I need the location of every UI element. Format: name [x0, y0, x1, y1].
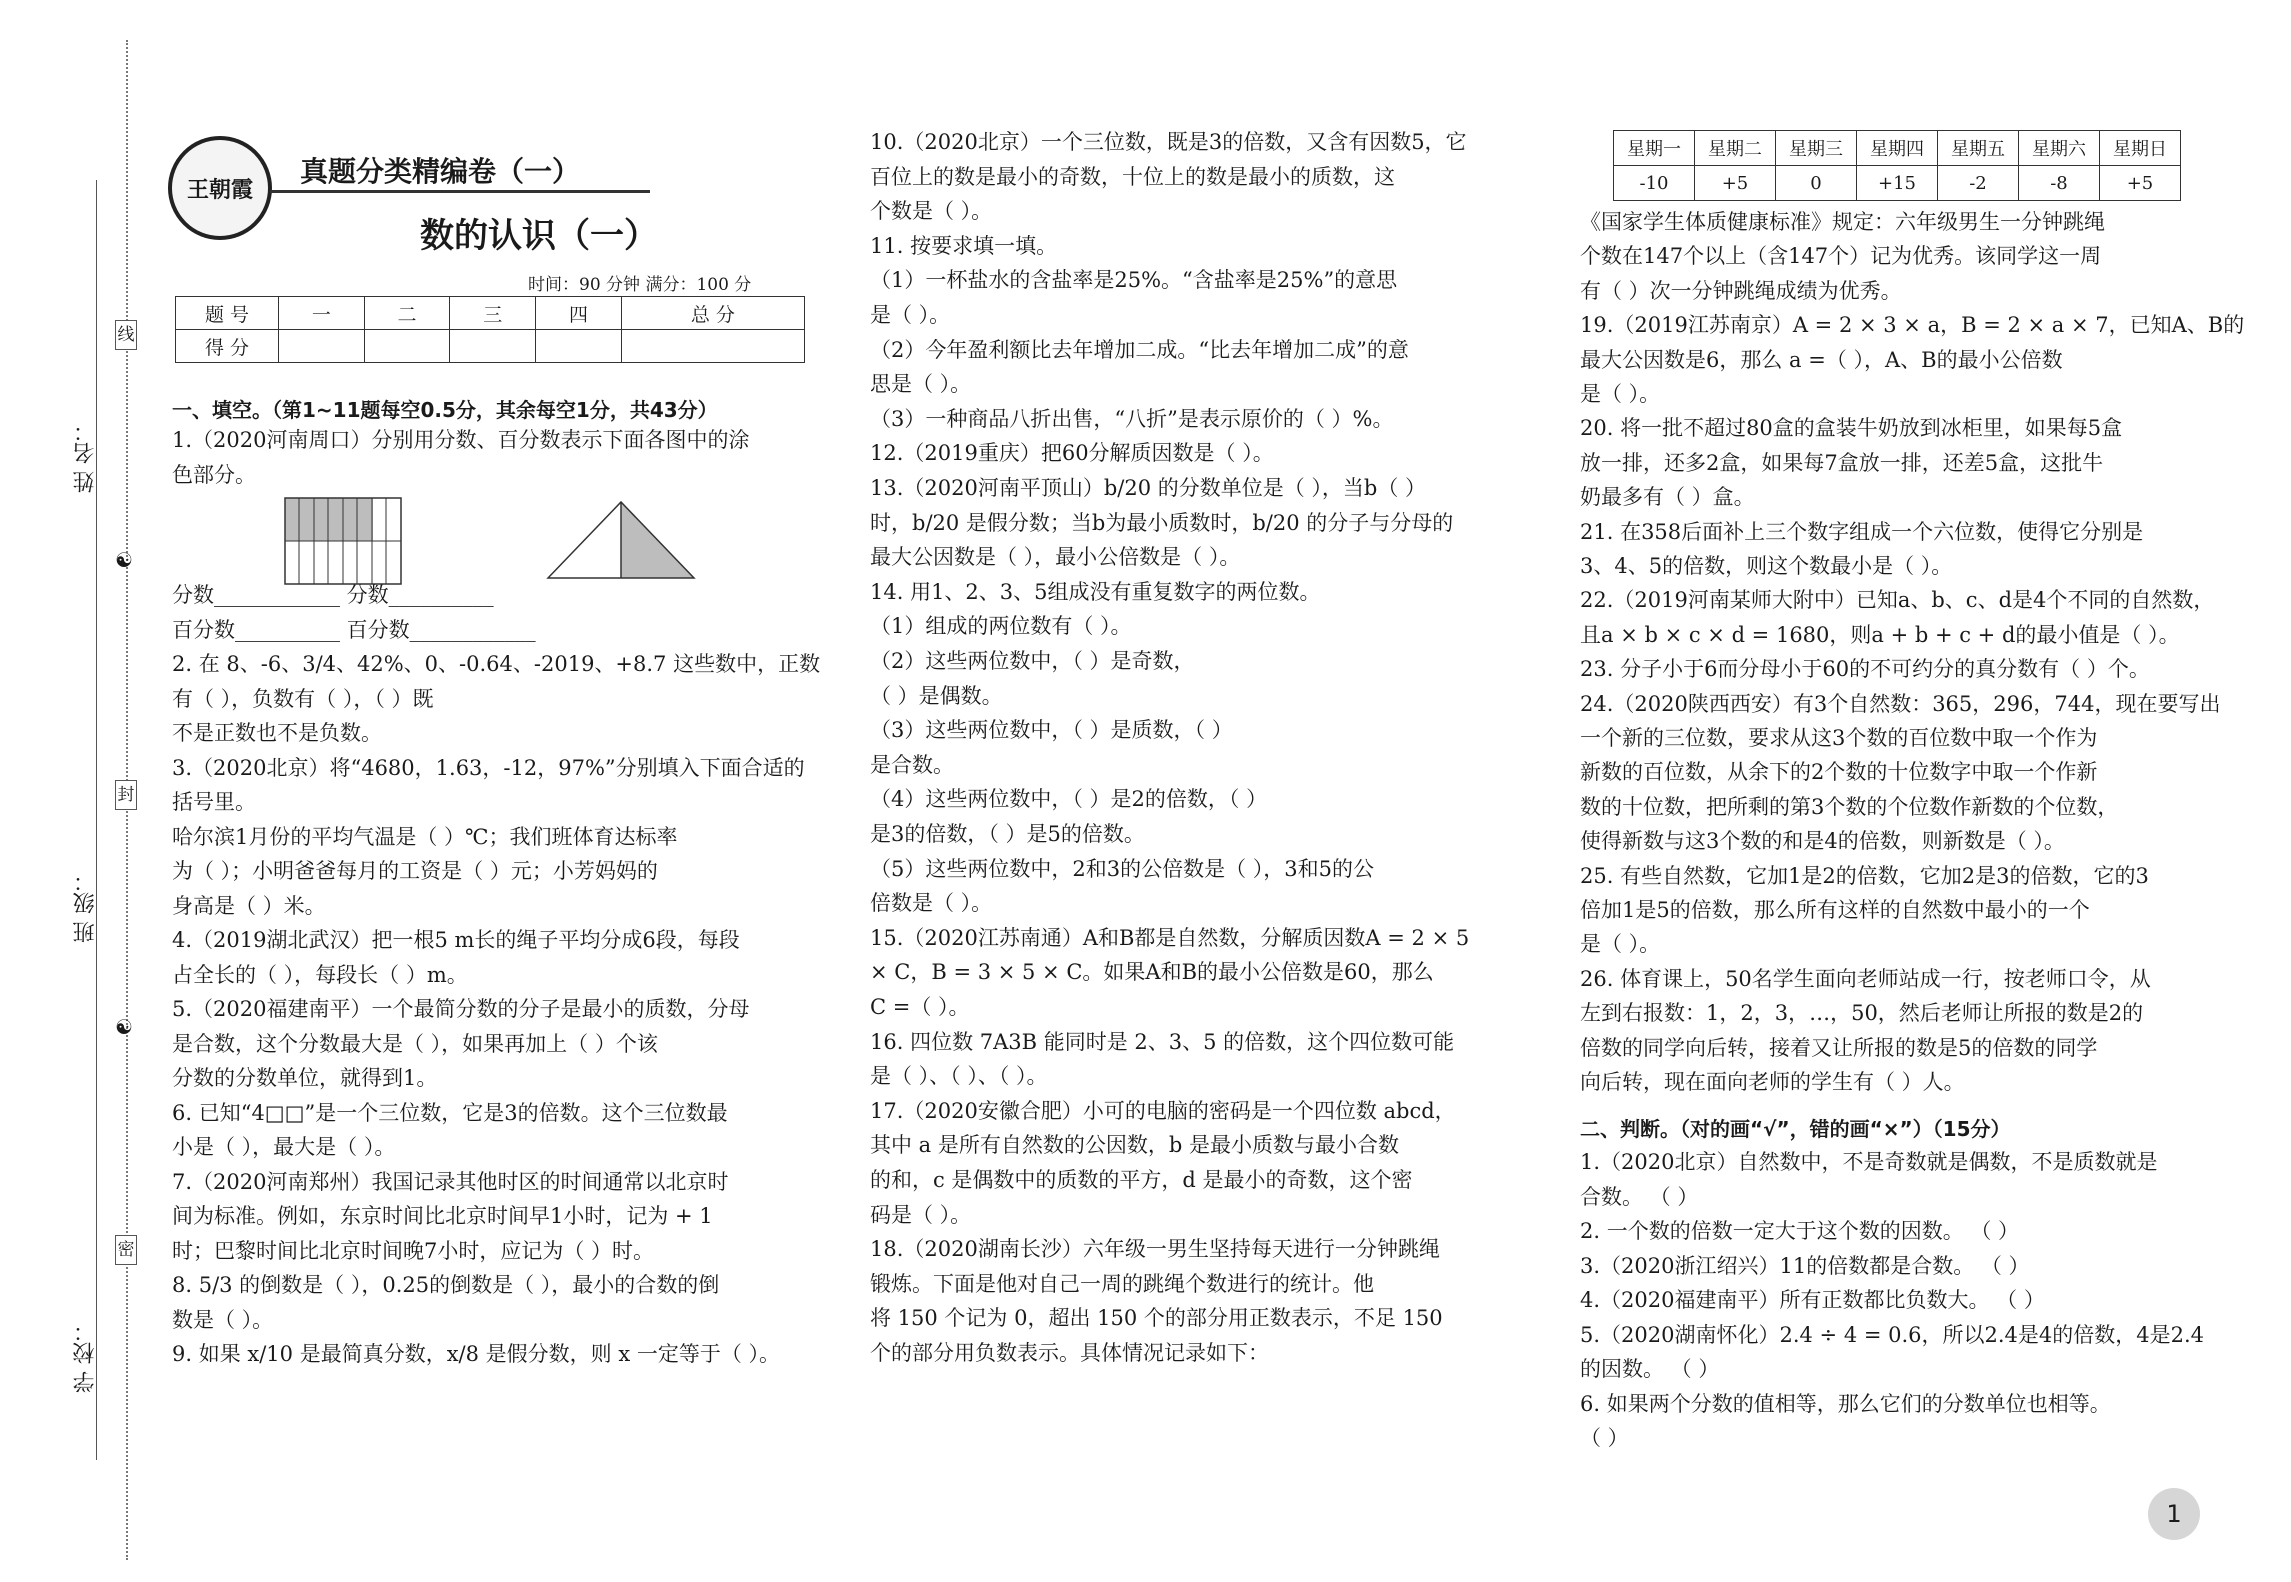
question-line: 12.（2019重庆）把60分解质因数是（ ）。 [870, 441, 1274, 466]
score-header: 总 分 [621, 297, 804, 330]
page-number-badge [2148, 1488, 2200, 1540]
question-line: 6. 已知“4□□”是一个三位数，它是3的倍数。这个三位数最 [172, 1100, 728, 1125]
question-line: 4.（2019湖北武汉）把一根5 m长的绳子平均分成6段，每段 [172, 928, 740, 952]
question-line: 3、4、5的倍数，则这个数最小是（ ）。 [1580, 554, 1953, 578]
judge-line: 4.（2020福建南平）所有正数都比负数大。 （ ） [1580, 1288, 2045, 1312]
question-line: 7.（2020河南郑州）我国记录其他时区的时间通常以北京时 [172, 1169, 729, 1194]
question-line: 放一排，还多2盒，如果每7盒放一排，还差5盒，这批牛 [1580, 450, 2104, 475]
score-cell[interactable] [536, 330, 622, 363]
weekday-value: +5 [2100, 166, 2181, 201]
weekday-header: 星期二 [1695, 131, 1776, 166]
weekday-value: -10 [1614, 166, 1695, 201]
score-header: 一 [279, 297, 365, 330]
score-header: 二 [364, 297, 450, 330]
judge-line: 6. 如果两个分数的值相等，那么它们的分数单位也相等。 [1580, 1391, 2111, 1416]
page-title: 数的认识（一） [420, 216, 658, 256]
question-line: 是（ ）。 [1580, 932, 1661, 957]
question-line: 24.（2020陕西西安）有3个自然数：365，296，744，现在要写出 [1580, 691, 2221, 716]
weekday-value: 0 [1776, 166, 1857, 201]
question-line: 码是（ ）。 [870, 1202, 972, 1227]
class-label: 班 级： [73, 870, 98, 943]
binding-ornament-icon: ☯ [115, 1015, 133, 1039]
question-line: 19.（2019江苏南京）A = 2 × 3 × a，B = 2 × a × 7，已知A、B的 [1580, 313, 2245, 338]
question-line: 8. 5/3 的倒数是（ ），0.25的倒数是（ ），最小的合数的倒 [172, 1273, 720, 1297]
question-line: 色部分。 [172, 462, 256, 487]
time-info: 时间：90 分钟 满分：100 分 [528, 275, 752, 295]
question-line: 锻炼。下面是他对自己一周的跳绳个数进行的统计。他 [870, 1271, 1374, 1296]
question-line: 11. 按要求填一填。 [870, 233, 1058, 258]
section1-heading: 一、填空。（第1~11题每空0.5分，其余每空1分，共43分） [172, 398, 718, 422]
question-line: 25. 有些自然数，它加1是2的倍数，它加2是3的倍数，它的3 [1580, 863, 2149, 888]
question-line: 数的十位数，把所剩的第3个数的个位数作新数的个位数， [1580, 794, 2119, 819]
question-line: 小是（ ），最大是（ ）。 [172, 1135, 396, 1159]
question-line: （2）今年盈利额比去年增加二成。“比去年增加二成”的意 [870, 337, 1409, 362]
weekday-header: 星期三 [1776, 131, 1857, 166]
question-line: 其中 a 是所有自然数的公因数，b 是最小质数与最小合数 [870, 1133, 1399, 1158]
question-line: 是（ ）。 [1580, 382, 1661, 406]
section2-heading: 二、判断。（对的画“√”，错的画“×”）（15分） [1580, 1117, 2011, 1141]
question-line: 倍加1是5的倍数，那么所有这样的自然数中最小的一个 [1580, 898, 2090, 922]
question-line: 26. 体育课上，50名学生面向老师站成一行，按老师口令，从 [1580, 966, 2151, 991]
logo-text: 王朝霞 [186, 176, 253, 203]
seal-seal-label: 封 [115, 780, 137, 810]
judge-line: 3.（2020浙江绍兴）11的倍数都是合数。 （ ） [1580, 1253, 2030, 1278]
question-line: 1.（2020河南周口）分别用分数、百分数表示下面各图中的涂 [172, 428, 750, 452]
question-line: （5）这些两位数中，2和3的公倍数是（ ），3和5的公 [870, 856, 1374, 881]
question-line: 分数____________ 分数__________ [172, 583, 494, 607]
question-line: 10.（2020北京）一个三位数，既是3的倍数，又含有因数5，它 [870, 130, 1467, 154]
weekday-value: -2 [1938, 166, 2019, 201]
score-header: 三 [450, 297, 536, 330]
question-line: 3.（2020北京）将“4680，1.63，-12，97%”分别填入下面合适的 [172, 755, 805, 780]
name-label: 姓 名： [73, 420, 98, 493]
judge-line: 的因数。 （ ） [1580, 1357, 1720, 1381]
question-line: 23. 分子小于6而分母小于60的不可约分的真分数有（ ）个。 [1580, 657, 2150, 682]
question-line: 的和，c 是偶数中的质数的平方，d 是最小的奇数，这个密 [870, 1168, 1413, 1192]
judge-line: （ ） [1580, 1426, 1629, 1450]
question-line: 有（ ），负数有（ ），（ ）既 [172, 686, 434, 711]
question-line: 是合数，这个分数最大是（ ），如果再加上（ ）个该 [172, 1031, 658, 1056]
question-line: 个的部分用负数表示。具体情况记录如下： [870, 1341, 1269, 1365]
q1-triangle-figure [546, 500, 696, 580]
question-line: 时；巴黎时间比北京时间晚7小时，应记为（ ）时。 [172, 1238, 655, 1263]
question-line: 18.（2020湖南长沙）六年级一男生坚持每天进行一分钟跳绳 [870, 1237, 1440, 1262]
question-line: 括号里。 [172, 790, 256, 814]
weekday-value: -8 [2019, 166, 2100, 201]
question-line: 将 150 个记为 0，超出 150 个的部分用正数表示，不足 150 [870, 1306, 1443, 1331]
question-line: （1）一杯盐水的含盐率是25%。“含盐率是25%”的意思 [870, 268, 1398, 293]
weekday-header: 星期日 [2100, 131, 2181, 166]
score-cell[interactable] [450, 330, 536, 363]
question-line: （4）这些两位数中，（ ）是2的倍数，（ ） [870, 787, 1268, 812]
school-label: 学 校： [73, 1320, 98, 1393]
page-number: 1 [2166, 1500, 2182, 1528]
judge-line: 5.（2020湖南怀化）2.4 ÷ 4 = 0.6，所以2.4是4的倍数，4是2.4 [1580, 1322, 2205, 1347]
question-line: 个数在147个以上（含147个）记为优秀。该同学这一周 [1580, 244, 2102, 269]
question-line: 个数是（ ）。 [870, 199, 993, 224]
question-line: （1）组成的两位数有（ ）。 [870, 614, 1132, 639]
question-line: 奶最多有（ ）盒。 [1580, 485, 1755, 510]
score-cell[interactable] [621, 330, 804, 363]
weekday-header: 星期六 [2019, 131, 2100, 166]
question-line: 占全长的（ ），每段长（ ）m。 [172, 962, 468, 987]
score-table [175, 296, 805, 363]
question-line: 新数的百位数，从余下的2个数的十位数字中取一个作新 [1580, 760, 2098, 785]
weekday-header: 星期五 [1938, 131, 2019, 166]
question-line: 使得新数与这3个数的和是4的倍数，则新数是（ ）。 [1580, 829, 2065, 854]
logo-seal [168, 136, 272, 240]
question-line: （3）一种商品八折出售，“八折”是表示原价的（ ）%。 [870, 406, 1394, 431]
question-line: 左到右报数：1，2，3，…，50，然后老师让所报的数是2的 [1580, 1001, 2144, 1026]
question-line: 15.（2020江苏南通）A和B都是自然数，分解质因数A = 2 × 5 [870, 925, 1470, 950]
question-line: 最大公因数是（ ），最小公倍数是（ ）。 [870, 545, 1241, 570]
question-line: 17.（2020安徽合肥）小可的电脑的密码是一个四位数 abcd， [870, 1098, 1456, 1123]
question-line: C =（ ）。 [870, 995, 970, 1019]
score-header: 四 [536, 297, 622, 330]
seal-mi-label: 密 [115, 1235, 137, 1265]
question-line: 哈尔滨1月份的平均气温是（ ）℃；我们班体育达标率 [172, 824, 678, 849]
question-line: （ ）是偶数。 [870, 683, 1003, 708]
weekday-value: +15 [1857, 166, 1938, 201]
question-line: 数是（ ）。 [172, 1307, 274, 1332]
question-line: 是（ ）。 [870, 303, 951, 327]
question-line: 时，b/20 是假分数；当b为最小质数时，b/20 的分子与分母的 [870, 510, 1454, 535]
judge-line: 2. 一个数的倍数一定大于这个数的因数。 （ ） [1580, 1219, 2020, 1243]
question-line: 不是正数也不是负数。 [172, 721, 382, 745]
question-line: 最大公因数是6，那么 a =（ ），A、B的最小公倍数 [1580, 347, 2063, 372]
q1-grid-figure [284, 497, 402, 585]
series-title: 真题分类精编卷（一） [300, 155, 581, 188]
judge-line: 合数。 （ ） [1580, 1184, 1699, 1209]
question-line: 22.（2019河南某师大附中）已知a、b、c、d是4个不同的自然数， [1580, 588, 2215, 613]
binding-ornament-icon: ☯ [115, 548, 133, 572]
score-header: 题 号 [176, 297, 279, 330]
question-line: （2）这些两位数中，（ ）是奇数， [870, 649, 1195, 673]
question-line: 是合数。 [870, 752, 954, 777]
question-line: 是（ ）、（ ）、（ ）。 [870, 1064, 1048, 1089]
question-line: 为（ ）；小明爸爸每月的工资是（ ）元；小芳妈妈的 [172, 859, 658, 883]
weekday-header: 星期四 [1857, 131, 1938, 166]
question-line: 14. 用1、2、3、5组成没有重复数字的两位数。 [870, 579, 1321, 604]
header-rule [270, 190, 650, 193]
binding-solid-line [96, 180, 97, 1460]
question-line: 16. 四位数 7A3B 能同时是 2、3、5 的倍数，这个四位数可能 [870, 1029, 1455, 1054]
question-line: 有（ ）次一分钟跳绳成绩为优秀。 [1580, 278, 1902, 303]
question-line: 倍数的同学向后转，接着又让所报的数是5的倍数的同学 [1580, 1035, 2098, 1060]
question-line: 间为标准。例如，东京时间比北京时间早1小时，记为 + 1 [172, 1204, 713, 1228]
question-line: 2. 在 8、-6、3/4、42%、0、-0.64、-2019、+8.7 这些数中，正数 [172, 652, 821, 676]
score-row-label: 得 分 [176, 330, 279, 363]
question-line: 13.（2020河南平顶山）b/20 的分数单位是（ ），当b（ ） [870, 476, 1427, 500]
question-line: 21. 在358后面补上三个数字组成一个六位数，使得它分别是 [1580, 519, 2144, 544]
question-line: 且a × b × c × d = 1680，则a + b + c + d的最小值是（ ）。 [1580, 622, 2180, 647]
seal-line-label: 线 [115, 320, 137, 350]
weekday-value: +5 [1695, 166, 1776, 201]
judge-line: 1.（2020北京）自然数中，不是奇数就是偶数，不是质数就是 [1580, 1150, 2158, 1174]
question-line: （3）这些两位数中，（ ）是质数，（ ） [870, 718, 1233, 743]
question-line: 是3的倍数，（ ）是5的倍数。 [870, 822, 1145, 846]
score-cell[interactable] [364, 330, 450, 363]
weekday-header: 星期一 [1614, 131, 1695, 166]
question-line: 9. 如果 x/10 是最简真分数，x/8 是假分数，则 x 一定等于（ ）。 [172, 1342, 781, 1366]
question-line: 倍数是（ ）。 [870, 891, 993, 916]
question-line: 身高是（ ）米。 [172, 893, 326, 918]
question-line: × C，B = 3 × 5 × C。如果A和B的最小公倍数是60，那么 [870, 960, 1434, 985]
score-cell[interactable] [279, 330, 365, 363]
question-line: 20. 将一批不超过80盒的盒装牛奶放到冰柜里，如果每5盒 [1580, 416, 2123, 441]
jump-rope-table [1613, 130, 2181, 201]
question-line: 《国家学生体质健康标准》规定：六年级男生一分钟跳绳 [1580, 210, 2105, 234]
question-line: 思是（ ）。 [870, 372, 972, 397]
question-line: 一个新的三位数，要求从这3个数的百位数中取一个作为 [1580, 726, 2098, 750]
question-line: 百位上的数是最小的奇数，十位上的数是最小的质数，这 [870, 164, 1395, 189]
question-line: 分数的分数单位，就得到1。 [172, 1066, 438, 1090]
question-line: 5.（2020福建南平）一个最简分数的分子是最小的质数，分母 [172, 997, 750, 1021]
question-line: 向后转，现在面向老师的学生有（ ）人。 [1580, 1070, 1965, 1094]
question-line: 百分数__________ 百分数____________ [172, 617, 536, 642]
